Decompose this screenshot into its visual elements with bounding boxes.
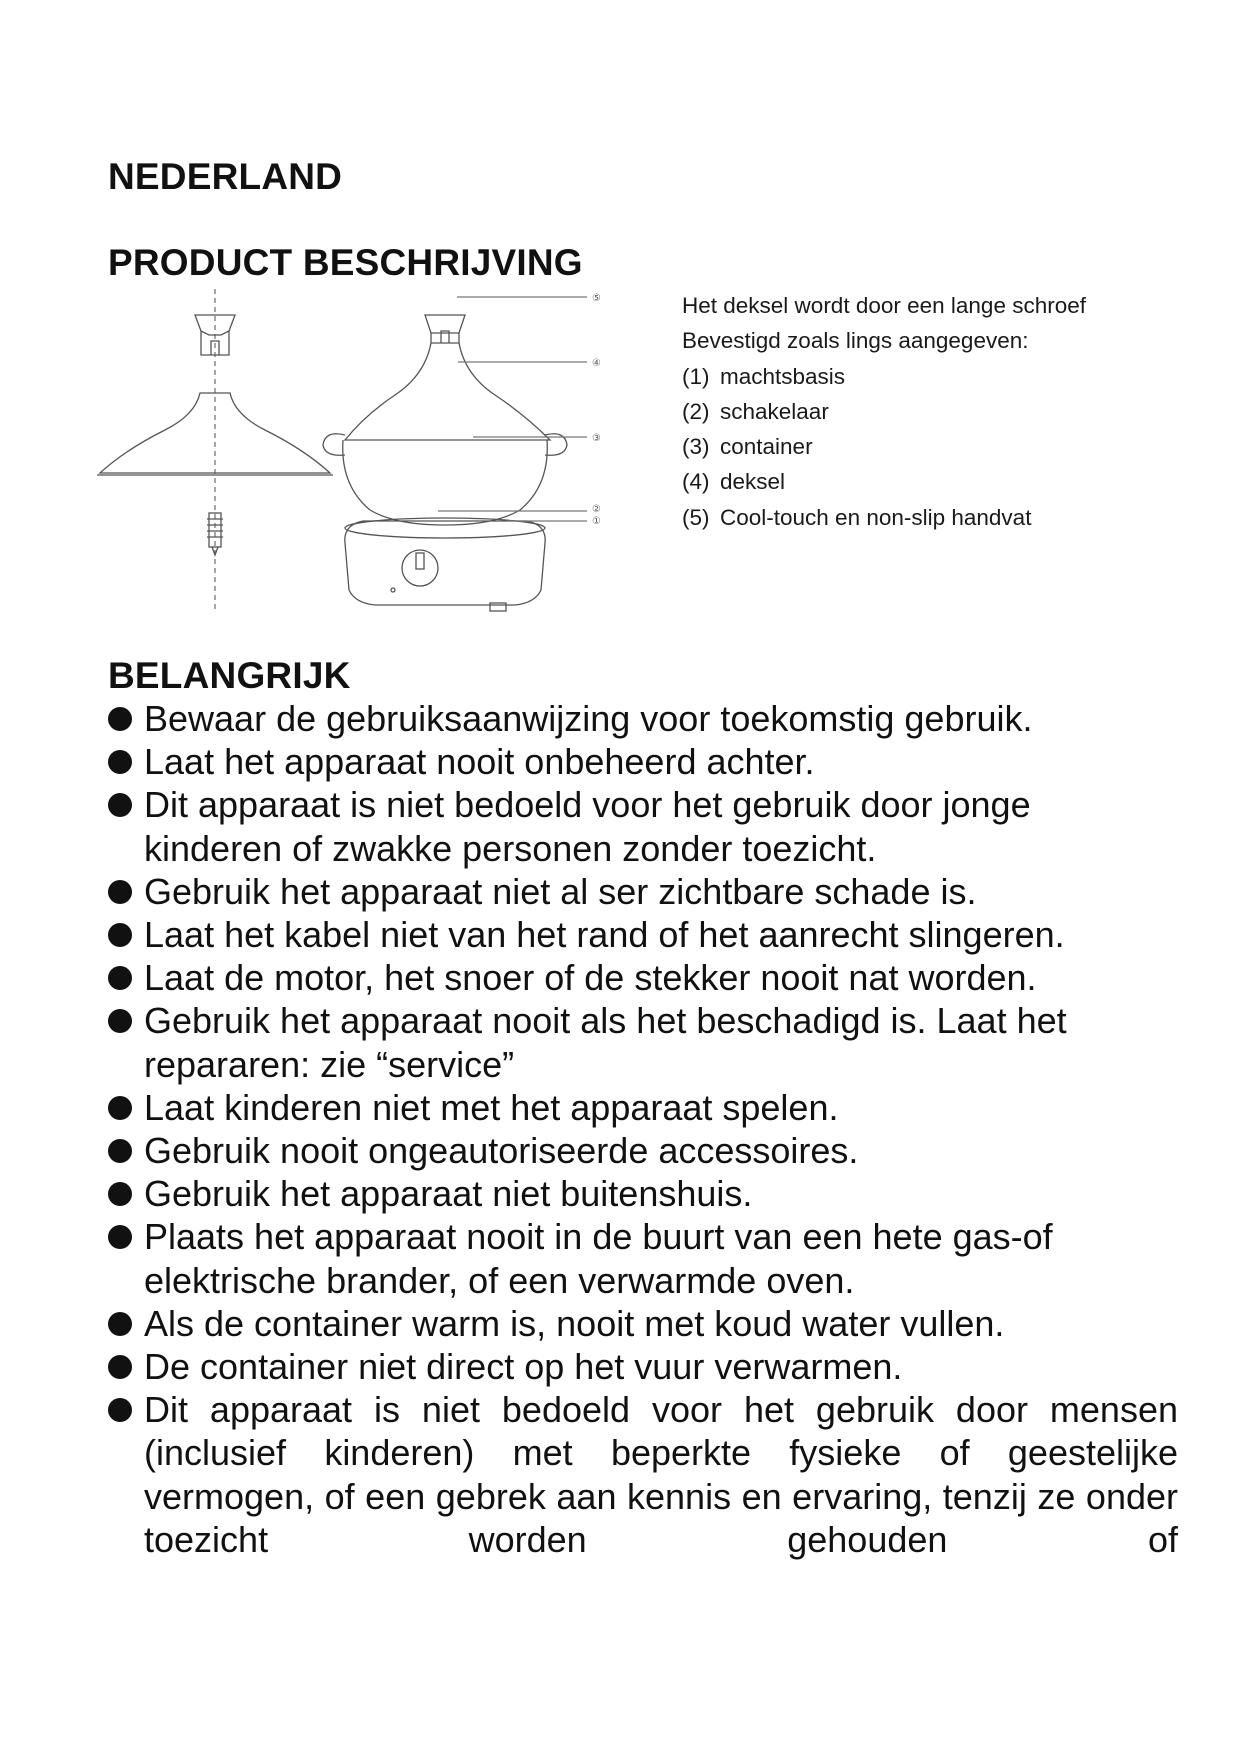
list-item <box>108 913 1178 956</box>
list-item-text: Laat de motor, het snoer of de stekker nooit nat worden. <box>144 957 1037 999</box>
callout-2: ② <box>592 504 601 515</box>
part-number: (1) <box>682 363 710 389</box>
part-item-5 <box>682 500 1222 535</box>
bullet-icon <box>108 923 132 947</box>
part-item-4 <box>682 464 1222 499</box>
power-base <box>345 521 545 605</box>
list-item-text: Plaats het apparaat nooit in de buurt van een hete gas-of elektrische brander, of een verwarmde oven. <box>144 1216 1053 1301</box>
bullet-icon <box>108 1225 132 1249</box>
important-heading: BELANGRIJK <box>108 655 351 696</box>
list-item <box>108 1215 1178 1301</box>
container-body <box>343 440 548 525</box>
product-diagram <box>95 285 675 625</box>
part-item-2 <box>682 394 1222 429</box>
list-item-text: Als de container warm is, nooit met koud water vullen. <box>144 1302 1005 1344</box>
part-item-3 <box>682 429 1222 464</box>
part-label: container <box>720 434 813 460</box>
product-description-text <box>682 288 1222 535</box>
callout-4: ④ <box>592 358 601 369</box>
list-item <box>108 697 1178 740</box>
list-item-text: Gebruik het apparaat niet buitenshuis. <box>144 1173 753 1215</box>
list-item <box>108 783 1178 869</box>
part-label: schakelaar <box>720 398 829 424</box>
part-label: machtsbasis <box>720 363 846 389</box>
part-number: (3) <box>682 434 710 460</box>
list-item <box>108 740 1178 783</box>
list-item-text: Gebruik het apparaat nooit als het beschadigd is. Laat het repararen: zie “service” <box>144 1000 1067 1085</box>
bullet-icon <box>108 1182 132 1206</box>
part-item-1 <box>682 359 1222 394</box>
switch-knob <box>402 550 438 586</box>
part-number: (5) <box>682 504 710 530</box>
part-number: (2) <box>682 398 710 424</box>
callout-1: ① <box>592 516 601 527</box>
bullet-icon <box>108 880 132 904</box>
assembled-knob <box>425 315 465 343</box>
language-heading: NEDERLAND <box>108 156 343 197</box>
list-item-text: Gebruik het apparaat niet al ser zichtbare schade is. <box>144 870 977 912</box>
bullet-icon <box>108 1355 132 1379</box>
bullet-icon <box>108 707 132 731</box>
list-item <box>108 1345 1178 1388</box>
part-label: Cool-touch en non-slip handvat <box>720 504 1032 530</box>
tajine-diagram-svg <box>95 285 675 625</box>
list-item <box>108 870 1178 913</box>
list-item <box>108 1129 1178 1172</box>
left-handle <box>323 434 345 456</box>
assembled-lid <box>345 343 550 440</box>
important-list <box>108 697 1178 1561</box>
bullet-icon <box>108 966 132 990</box>
product-description-heading: PRODUCT BESCHRIJVING <box>108 242 583 283</box>
part-label: deksel <box>720 469 786 495</box>
part-number: (4) <box>682 469 710 495</box>
bullet-icon <box>108 793 132 817</box>
callout-3: ③ <box>592 433 601 444</box>
list-item <box>108 1172 1178 1215</box>
bullet-icon <box>108 750 132 774</box>
list-item-text: Gebruik nooit ongeautoriseerde accessoires. <box>144 1130 859 1172</box>
list-item <box>108 999 1178 1085</box>
description-line: Bevestigd zoals lings aangegeven: <box>682 328 1029 354</box>
list-item-text: Laat het kabel niet van het rand of het aanrecht slingeren. <box>144 914 1065 956</box>
list-item-text: De container niet direct op het vuur verwarmen. <box>144 1346 903 1388</box>
bullet-icon <box>108 1096 132 1120</box>
bullet-icon <box>108 1312 132 1336</box>
list-item <box>108 1388 1178 1561</box>
list-item-text: Dit apparaat is niet bedoeld voor het gebruik door jonge kinderen of zwakke personen zonder toezicht. <box>144 784 1031 869</box>
bullet-icon <box>108 1009 132 1033</box>
description-line: Het deksel wordt door een lange schroef <box>682 293 1086 318</box>
list-item-text: Laat het apparaat nooit onbeheerd achter. <box>144 741 815 783</box>
list-item-text: Bewaar de gebruiksaanwijzing voor toekomstig gebruik. <box>144 698 1033 739</box>
list-item <box>108 1086 1178 1129</box>
list-item <box>108 956 1178 999</box>
bullet-icon <box>108 1139 132 1163</box>
callout-5: ⑤ <box>592 293 601 304</box>
list-item-text: Dit apparaat is niet bedoeld voor het gebruik door mensen (inclusief kinderen) met beperkte fysieke of geestelijke vermogen, of een gebrek aan kennis en ervaring, tenzij ze onder toezicht worden gehouden of <box>144 1389 1178 1560</box>
list-item-text: Laat kinderen niet met het apparaat spelen. <box>144 1086 839 1128</box>
list-item <box>108 1302 1178 1345</box>
bullet-icon <box>108 1398 132 1422</box>
